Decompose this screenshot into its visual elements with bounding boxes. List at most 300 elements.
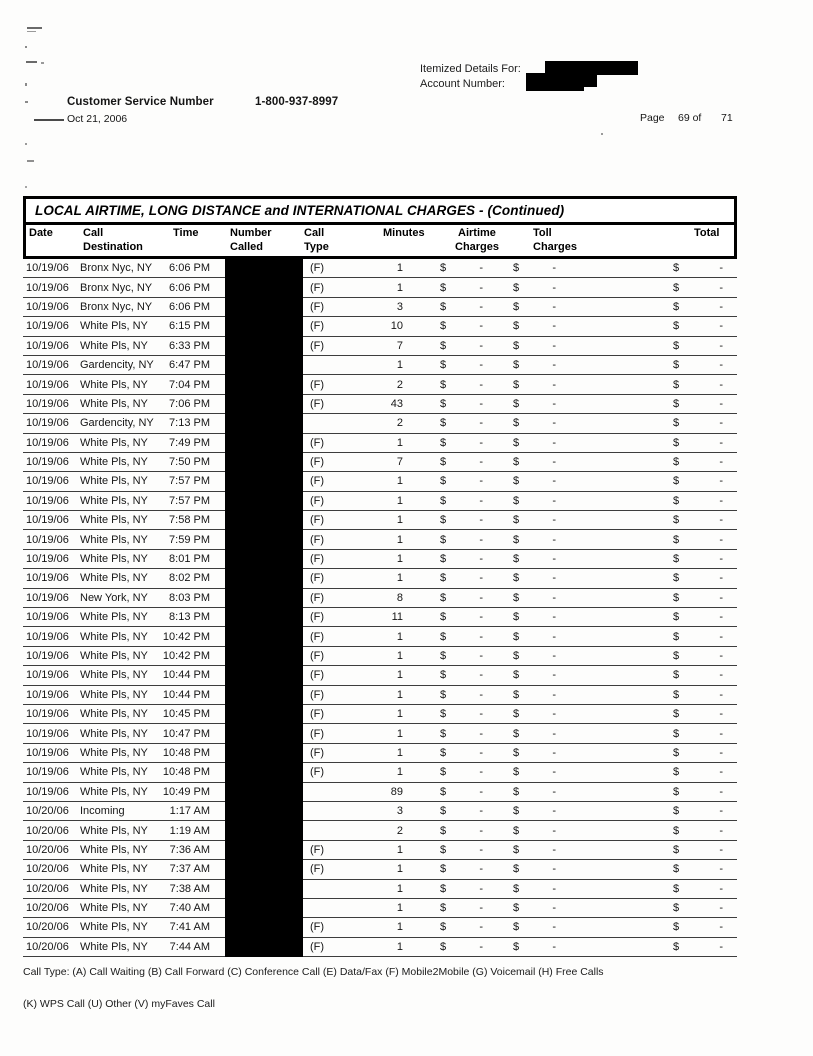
cell-minutes: 1 bbox=[396, 727, 403, 740]
cell-airtime-charges bbox=[440, 514, 483, 526]
cell-toll-charges bbox=[513, 379, 556, 391]
redaction-account-number bbox=[582, 75, 597, 87]
currency-symbol: $ bbox=[513, 300, 520, 313]
table-row bbox=[23, 918, 737, 937]
amount-dash: - bbox=[479, 456, 483, 469]
currency-symbol: $ bbox=[673, 494, 680, 507]
cell-total bbox=[673, 592, 723, 604]
currency-symbol: $ bbox=[513, 902, 520, 915]
table-row bbox=[23, 317, 737, 336]
cell-airtime-charges bbox=[440, 902, 483, 914]
cell-total bbox=[673, 883, 723, 895]
currency-symbol: $ bbox=[440, 553, 447, 566]
cell-time: 6:15 PM bbox=[169, 320, 210, 333]
amount-dash: - bbox=[719, 553, 723, 566]
page-label: Page bbox=[640, 112, 665, 124]
amount-dash: - bbox=[552, 727, 556, 740]
call-type-legend-line2: (K) WPS Call (U) Other (V) myFaves Call bbox=[23, 998, 215, 1010]
amount-dash: - bbox=[552, 921, 556, 934]
amount-dash: - bbox=[552, 785, 556, 798]
table-row bbox=[23, 589, 737, 608]
cell-call-type: (F) bbox=[310, 611, 325, 624]
cell-airtime-charges bbox=[440, 669, 483, 681]
cell-total bbox=[673, 786, 723, 798]
amount-dash: - bbox=[552, 940, 556, 953]
amount-dash: - bbox=[552, 650, 556, 662]
amount-dash: - bbox=[552, 281, 556, 294]
currency-symbol: $ bbox=[513, 475, 520, 488]
cell-airtime-charges bbox=[440, 282, 483, 294]
redaction-numbers-called bbox=[225, 259, 303, 957]
table-row bbox=[23, 724, 737, 743]
cell-total bbox=[673, 282, 723, 294]
col-header-destination: Call Destination bbox=[83, 227, 143, 253]
cell-total bbox=[673, 456, 723, 468]
amount-dash: - bbox=[719, 766, 723, 779]
cell-time: 1:19 AM bbox=[169, 824, 210, 837]
cell-date: 10/19/06 bbox=[26, 262, 69, 275]
col-header-minutes: Minutes bbox=[383, 227, 425, 239]
cell-date: 10/20/06 bbox=[26, 824, 69, 837]
currency-symbol: $ bbox=[440, 494, 447, 507]
currency-symbol: $ bbox=[513, 863, 520, 876]
cell-destination: White Pls, NY bbox=[80, 514, 148, 527]
cell-call-type: (F) bbox=[310, 940, 325, 953]
table-row bbox=[23, 627, 737, 646]
amount-dash: - bbox=[719, 843, 723, 856]
currency-symbol: $ bbox=[513, 940, 520, 953]
cell-minutes: 1 bbox=[396, 921, 403, 934]
amount-dash: - bbox=[719, 611, 723, 624]
currency-symbol: $ bbox=[673, 436, 680, 449]
cell-airtime-charges bbox=[440, 592, 483, 604]
cell-minutes: 10 bbox=[390, 320, 403, 333]
amount-dash: - bbox=[479, 902, 483, 915]
amount-dash: - bbox=[552, 591, 556, 604]
amount-dash: - bbox=[552, 572, 556, 585]
cell-destination: White Pls, NY bbox=[80, 921, 148, 934]
currency-symbol: $ bbox=[440, 339, 447, 352]
cell-total bbox=[673, 805, 723, 817]
cell-date: 10/19/06 bbox=[26, 572, 69, 585]
cell-destination: White Pls, NY bbox=[80, 553, 148, 566]
cell-time: 7:06 PM bbox=[169, 397, 210, 410]
currency-symbol: $ bbox=[440, 843, 447, 856]
cell-minutes: 43 bbox=[390, 397, 403, 410]
cell-airtime-charges bbox=[440, 495, 483, 507]
currency-symbol: $ bbox=[440, 436, 447, 449]
cell-time: 10:45 PM bbox=[162, 708, 210, 721]
currency-symbol: $ bbox=[513, 553, 520, 566]
cell-airtime-charges bbox=[440, 437, 483, 449]
amount-dash: - bbox=[552, 843, 556, 856]
currency-symbol: $ bbox=[440, 902, 447, 915]
currency-symbol: $ bbox=[673, 533, 680, 546]
currency-symbol: $ bbox=[513, 805, 520, 818]
amount-dash: - bbox=[479, 824, 483, 837]
currency-symbol: $ bbox=[673, 475, 680, 488]
currency-symbol: $ bbox=[673, 456, 680, 469]
cell-total bbox=[673, 689, 723, 701]
amount-dash: - bbox=[479, 708, 483, 721]
cell-date: 10/19/06 bbox=[26, 766, 69, 779]
currency-symbol: $ bbox=[513, 727, 520, 740]
cell-minutes: 1 bbox=[396, 553, 403, 566]
cell-airtime-charges bbox=[440, 805, 483, 817]
cell-destination: White Pls, NY bbox=[80, 708, 148, 721]
amount-dash: - bbox=[479, 533, 483, 546]
cell-toll-charges bbox=[513, 437, 556, 449]
cell-airtime-charges bbox=[440, 301, 483, 313]
currency-symbol: $ bbox=[673, 320, 680, 333]
currency-symbol: $ bbox=[513, 436, 520, 449]
currency-symbol: $ bbox=[440, 378, 447, 391]
cell-airtime-charges bbox=[440, 631, 483, 643]
currency-symbol: $ bbox=[440, 863, 447, 876]
page-current: 69 of bbox=[678, 112, 702, 124]
scan-artifact bbox=[34, 119, 64, 121]
amount-dash: - bbox=[479, 475, 483, 488]
table-head-box bbox=[23, 196, 737, 259]
amount-dash: - bbox=[552, 436, 556, 449]
cell-time: 6:06 PM bbox=[169, 262, 210, 275]
amount-dash: - bbox=[719, 882, 723, 895]
cell-time: 10:48 PM bbox=[162, 766, 210, 779]
cell-date: 10/19/06 bbox=[26, 514, 69, 527]
cell-toll-charges bbox=[513, 572, 556, 584]
cell-total bbox=[673, 301, 723, 313]
currency-symbol: $ bbox=[513, 378, 520, 391]
cell-date: 10/20/06 bbox=[26, 863, 69, 876]
cell-minutes: 1 bbox=[396, 766, 403, 779]
currency-symbol: $ bbox=[440, 630, 447, 643]
currency-symbol: $ bbox=[673, 378, 680, 391]
cell-toll-charges bbox=[513, 340, 556, 352]
table-row bbox=[23, 783, 737, 802]
currency-symbol: $ bbox=[513, 320, 520, 333]
amount-dash: - bbox=[552, 494, 556, 507]
cell-date: 10/20/06 bbox=[26, 902, 69, 915]
cell-minutes: 1 bbox=[396, 940, 403, 953]
currency-symbol: $ bbox=[673, 572, 680, 585]
cell-minutes: 1 bbox=[396, 475, 403, 488]
customer-service-label: Customer Service Number bbox=[67, 96, 214, 108]
amount-dash: - bbox=[479, 688, 483, 701]
currency-symbol: $ bbox=[440, 533, 447, 546]
amount-dash: - bbox=[552, 417, 556, 430]
cell-airtime-charges bbox=[440, 941, 483, 953]
currency-symbol: $ bbox=[440, 746, 447, 759]
currency-symbol: $ bbox=[440, 397, 447, 410]
currency-symbol: $ bbox=[513, 572, 520, 585]
amount-dash: - bbox=[719, 262, 723, 275]
currency-symbol: $ bbox=[513, 611, 520, 624]
table-row bbox=[23, 530, 737, 549]
scan-artifact bbox=[25, 46, 27, 48]
currency-symbol: $ bbox=[440, 921, 447, 934]
currency-symbol: $ bbox=[440, 669, 447, 682]
cell-toll-charges bbox=[513, 359, 556, 371]
currency-symbol: $ bbox=[673, 766, 680, 779]
page-total: 71 bbox=[721, 112, 733, 124]
cell-toll-charges bbox=[513, 669, 556, 681]
amount-dash: - bbox=[719, 456, 723, 469]
amount-dash: - bbox=[719, 572, 723, 585]
amount-dash: - bbox=[479, 397, 483, 410]
call-type-legend-line1: Call Type: (A) Call Waiting (B) Call Forward (C) Conference Call (E) Data/Fax (F) Mobile2Mobile (G) Voicemail (H) Free Calls bbox=[23, 966, 604, 978]
cell-destination: Bronx Nyc, NY bbox=[80, 281, 153, 294]
amount-dash: - bbox=[552, 475, 556, 488]
cell-call-type: (F) bbox=[310, 553, 325, 566]
cell-destination: New York, NY bbox=[80, 591, 148, 604]
currency-symbol: $ bbox=[673, 553, 680, 566]
currency-symbol: $ bbox=[673, 746, 680, 759]
currency-symbol: $ bbox=[673, 688, 680, 701]
cell-time: 7:44 AM bbox=[169, 940, 210, 953]
cell-airtime-charges bbox=[440, 572, 483, 584]
cell-time: 6:33 PM bbox=[169, 339, 210, 352]
table-column-headers bbox=[26, 225, 734, 256]
cell-minutes: 1 bbox=[396, 436, 403, 449]
scan-artifact bbox=[601, 133, 603, 135]
cell-airtime-charges bbox=[440, 262, 483, 274]
cell-minutes: 1 bbox=[396, 746, 403, 759]
table-row bbox=[23, 395, 737, 414]
col-header-time: Time bbox=[173, 227, 199, 239]
cell-date: 10/20/06 bbox=[26, 940, 69, 953]
table-row bbox=[23, 821, 737, 840]
amount-dash: - bbox=[552, 320, 556, 333]
cell-time: 10:42 PM bbox=[162, 630, 210, 643]
table-row bbox=[23, 666, 737, 685]
cell-toll-charges bbox=[513, 883, 556, 895]
cell-time: 6:06 PM bbox=[169, 300, 210, 313]
cell-destination: Bronx Nyc, NY bbox=[80, 262, 153, 275]
amount-dash: - bbox=[479, 727, 483, 740]
cell-time: 6:47 PM bbox=[169, 359, 210, 372]
cell-time: 10:44 PM bbox=[162, 688, 210, 701]
cell-date: 10/20/06 bbox=[26, 805, 69, 818]
cell-minutes: 1 bbox=[396, 494, 403, 507]
cell-date: 10/19/06 bbox=[26, 281, 69, 294]
itemized-details-label: Itemized Details For: bbox=[420, 63, 521, 75]
amount-dash: - bbox=[479, 650, 483, 662]
amount-dash: - bbox=[552, 339, 556, 352]
cell-date: 10/19/06 bbox=[26, 533, 69, 546]
currency-symbol: $ bbox=[513, 843, 520, 856]
table-rows bbox=[23, 259, 737, 957]
cell-destination: White Pls, NY bbox=[80, 611, 148, 624]
currency-symbol: $ bbox=[440, 611, 447, 624]
cell-destination: White Pls, NY bbox=[80, 339, 148, 352]
amount-dash: - bbox=[479, 785, 483, 798]
cell-minutes: 8 bbox=[396, 591, 403, 604]
cell-call-type: (F) bbox=[310, 630, 325, 643]
cell-airtime-charges bbox=[440, 708, 483, 720]
cell-call-type: (F) bbox=[310, 494, 325, 507]
currency-symbol: $ bbox=[513, 533, 520, 546]
amount-dash: - bbox=[719, 300, 723, 313]
currency-symbol: $ bbox=[513, 397, 520, 410]
cell-time: 7:38 AM bbox=[169, 882, 210, 895]
cell-time: 10:48 PM bbox=[162, 746, 210, 759]
amount-dash: - bbox=[719, 436, 723, 449]
cell-toll-charges bbox=[513, 805, 556, 817]
cell-toll-charges bbox=[513, 611, 556, 623]
currency-symbol: $ bbox=[440, 688, 447, 701]
currency-symbol: $ bbox=[513, 766, 520, 779]
cell-destination: White Pls, NY bbox=[80, 688, 148, 701]
cell-time: 10:47 PM bbox=[162, 727, 210, 740]
amount-dash: - bbox=[719, 339, 723, 352]
cell-total bbox=[673, 650, 723, 662]
cell-total bbox=[673, 320, 723, 332]
cell-total bbox=[673, 921, 723, 933]
table-row bbox=[23, 550, 737, 569]
amount-dash: - bbox=[479, 669, 483, 682]
table-row bbox=[23, 278, 737, 297]
currency-symbol: $ bbox=[673, 843, 680, 856]
cell-time: 7:59 PM bbox=[169, 533, 210, 546]
currency-symbol: $ bbox=[440, 882, 447, 895]
table-row bbox=[23, 705, 737, 724]
currency-symbol: $ bbox=[440, 456, 447, 469]
amount-dash: - bbox=[719, 281, 723, 294]
cell-call-type: (F) bbox=[310, 591, 325, 604]
cell-total bbox=[673, 262, 723, 274]
amount-dash: - bbox=[479, 359, 483, 372]
cell-call-type: (F) bbox=[310, 727, 325, 740]
cell-airtime-charges bbox=[440, 534, 483, 546]
currency-symbol: $ bbox=[513, 708, 520, 721]
cell-call-type: (F) bbox=[310, 397, 325, 410]
currency-symbol: $ bbox=[440, 785, 447, 798]
amount-dash: - bbox=[479, 940, 483, 953]
currency-symbol: $ bbox=[513, 359, 520, 372]
cell-airtime-charges bbox=[440, 921, 483, 933]
amount-dash: - bbox=[552, 669, 556, 682]
currency-symbol: $ bbox=[673, 785, 680, 798]
currency-symbol: $ bbox=[673, 300, 680, 313]
cell-destination: White Pls, NY bbox=[80, 902, 148, 915]
cell-date: 10/19/06 bbox=[26, 746, 69, 759]
currency-symbol: $ bbox=[513, 688, 520, 701]
col-header-call-type: Call Type bbox=[304, 227, 329, 253]
table-row bbox=[23, 434, 737, 453]
cell-total bbox=[673, 941, 723, 953]
cell-date: 10/19/06 bbox=[26, 669, 69, 682]
cell-time: 7:37 AM bbox=[169, 863, 210, 876]
currency-symbol: $ bbox=[673, 805, 680, 818]
cell-total bbox=[673, 669, 723, 681]
cell-toll-charges bbox=[513, 456, 556, 468]
amount-dash: - bbox=[479, 262, 483, 275]
cell-airtime-charges bbox=[440, 379, 483, 391]
amount-dash: - bbox=[719, 378, 723, 391]
amount-dash: - bbox=[719, 921, 723, 934]
cell-date: 10/19/06 bbox=[26, 785, 69, 798]
cell-minutes: 89 bbox=[390, 785, 403, 798]
currency-symbol: $ bbox=[673, 669, 680, 682]
amount-dash: - bbox=[719, 902, 723, 915]
cell-toll-charges bbox=[513, 728, 556, 740]
cell-toll-charges bbox=[513, 631, 556, 643]
scan-artifact bbox=[27, 31, 36, 32]
currency-symbol: $ bbox=[673, 611, 680, 624]
amount-dash: - bbox=[552, 378, 556, 391]
cell-airtime-charges bbox=[440, 766, 483, 778]
cell-destination: White Pls, NY bbox=[80, 650, 148, 662]
cell-date: 10/19/06 bbox=[26, 553, 69, 566]
cell-destination: White Pls, NY bbox=[80, 863, 148, 876]
cell-destination: White Pls, NY bbox=[80, 630, 148, 643]
cell-date: 10/19/06 bbox=[26, 630, 69, 643]
cell-total bbox=[673, 514, 723, 526]
cell-destination: White Pls, NY bbox=[80, 533, 148, 546]
cell-total bbox=[673, 631, 723, 643]
amount-dash: - bbox=[479, 553, 483, 566]
table-row bbox=[23, 375, 737, 394]
cell-toll-charges bbox=[513, 766, 556, 778]
amount-dash: - bbox=[552, 300, 556, 313]
cell-call-type: (F) bbox=[310, 378, 325, 391]
scan-artifact bbox=[25, 186, 27, 188]
amount-dash: - bbox=[552, 514, 556, 527]
cell-date: 10/19/06 bbox=[26, 436, 69, 449]
currency-symbol: $ bbox=[673, 650, 680, 662]
amount-dash: - bbox=[479, 494, 483, 507]
currency-symbol: $ bbox=[440, 766, 447, 779]
cell-toll-charges bbox=[513, 825, 556, 837]
cell-airtime-charges bbox=[440, 553, 483, 565]
cell-destination: Gardencity, NY bbox=[80, 417, 154, 430]
cell-time: 7:50 PM bbox=[169, 456, 210, 469]
cell-destination: White Pls, NY bbox=[80, 727, 148, 740]
table-row bbox=[23, 899, 737, 918]
cell-minutes: 2 bbox=[396, 378, 403, 391]
cell-destination: White Pls, NY bbox=[80, 785, 148, 798]
cell-destination: Gardencity, NY bbox=[80, 359, 154, 372]
cell-total bbox=[673, 708, 723, 720]
amount-dash: - bbox=[552, 397, 556, 410]
cell-minutes: 1 bbox=[396, 708, 403, 721]
cell-time: 8:02 PM bbox=[169, 572, 210, 585]
cell-date: 10/19/06 bbox=[26, 727, 69, 740]
currency-symbol: $ bbox=[513, 494, 520, 507]
cell-airtime-charges bbox=[440, 398, 483, 410]
cell-toll-charges bbox=[513, 495, 556, 507]
currency-symbol: $ bbox=[513, 630, 520, 643]
cell-destination: White Pls, NY bbox=[80, 456, 148, 469]
cell-call-type: (F) bbox=[310, 688, 325, 701]
cell-total bbox=[673, 495, 723, 507]
cell-minutes: 1 bbox=[396, 572, 403, 585]
currency-symbol: $ bbox=[673, 824, 680, 837]
statement-date: Oct 21, 2006 bbox=[67, 113, 128, 125]
charges-table bbox=[23, 196, 737, 957]
table-row bbox=[23, 259, 737, 278]
currency-symbol: $ bbox=[513, 417, 520, 430]
cell-destination: White Pls, NY bbox=[80, 378, 148, 391]
amount-dash: - bbox=[479, 320, 483, 333]
amount-dash: - bbox=[479, 843, 483, 856]
redaction-account-number bbox=[526, 73, 584, 91]
cell-time: 7:41 AM bbox=[169, 921, 210, 934]
currency-symbol: $ bbox=[673, 591, 680, 604]
currency-symbol: $ bbox=[440, 262, 447, 275]
currency-symbol: $ bbox=[673, 940, 680, 953]
cell-toll-charges bbox=[513, 534, 556, 546]
